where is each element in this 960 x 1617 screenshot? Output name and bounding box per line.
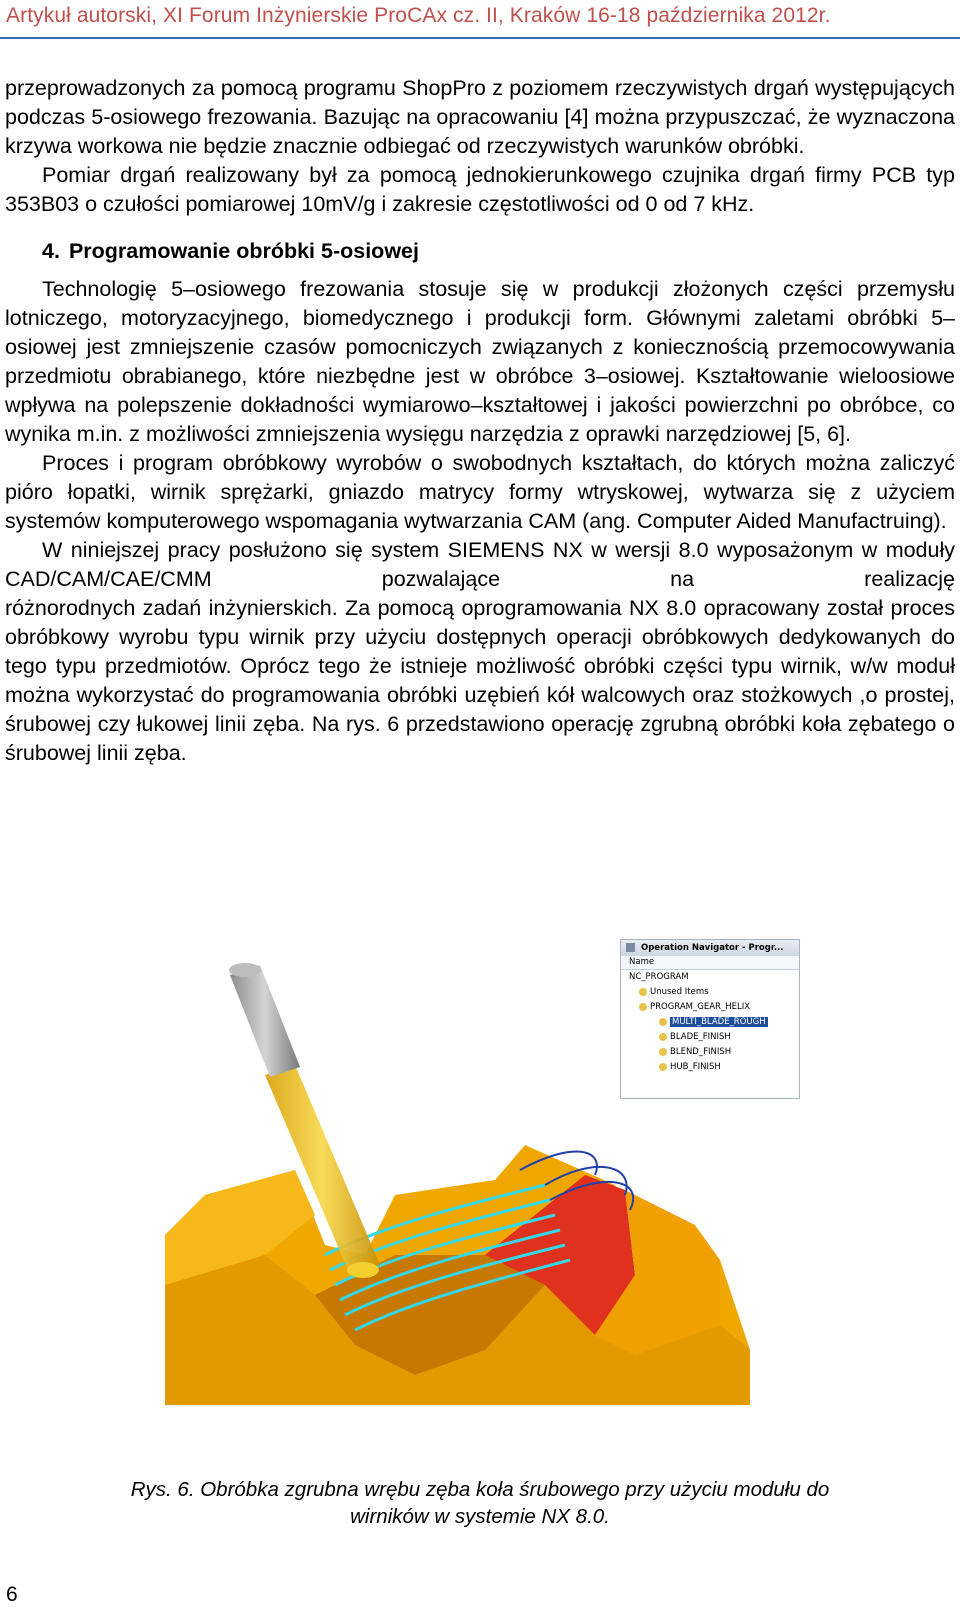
navigator-item-program[interactable]: PROGRAM_GEAR_HELIX <box>621 1000 799 1015</box>
paragraph-siemens-nx-intro: W niniejszej pracy posłużono się system SIEMENS NX w wersji 8.0 wyposażonym w moduły CAD/CAM/CAE/CMM pozwalające na realizację <box>5 538 955 591</box>
paragraph-cam-process: Proces i program obróbkowy wyrobów o swobodnych kształtach, do których można zaliczyć pióro łopatki, wirnik sprężarki, gniazdo matrycy formy wtryskowej, wytwarza się z użyciem systemów komputerowego wspomagania wytwarzania CAM (ang. Computer Aided Manufactruing). <box>5 451 955 533</box>
paragraph-siemens-nx-body: różnorodnych zadań inżynierskich. Za pomocą oprogramowania NX 8.0 opracowany został proces obróbkowy wyrobu typu wirnik przy użyciu dostępnych operacji obróbkowych dedykowanych do tego typu przedmiotów. Oprócz tego że istnieje możliwość obróbki części typu wirnik, w/w moduł można wykorzystać do programowania obróbki uzębień kół walcowych oraz stożkowych ,o prostej, śrubowej czy łukowej linii zęba. Na rys. 6 przedstawiono operację zgrubną obróbki koła zębatego o śrubowej linii zęba. <box>5 596 955 765</box>
navigator-item-blade-finish[interactable]: BLADE_FINISH <box>621 1030 799 1045</box>
navigator-title-bar <box>621 940 799 956</box>
figure-caption <box>60 1476 900 1530</box>
figure-gear-machining <box>165 943 805 1455</box>
page-number: 6 <box>6 1583 18 1606</box>
section-number: 4. <box>42 239 60 263</box>
operation-icon <box>659 1048 667 1056</box>
header-divider <box>0 37 960 39</box>
navigator-item-blend-finish[interactable]: BLEND_FINISH <box>621 1045 799 1060</box>
operation-navigator-window <box>620 939 800 1099</box>
running-header: Artykuł autorski, XI Forum Inżynierskie ProCAx cz. II, Kraków 16-18 października 2012r. <box>6 4 831 27</box>
navigator-item-hub-finish[interactable]: HUB_FINISH <box>621 1060 799 1075</box>
caption-line-1: Rys. 6. Obróbka zgrubna wrębu zęba koła śrubowego przy użyciu modułu do <box>130 1478 830 1501</box>
section-heading <box>5 237 955 266</box>
operation-icon <box>659 1018 667 1026</box>
key-icon <box>639 1003 647 1011</box>
navigator-item-nc-program[interactable]: NC_PROGRAM <box>629 972 689 982</box>
tool-holder-top <box>229 963 261 977</box>
navigator-item-multi-blade-rough[interactable]: MULTI_BLADE_ROUGH <box>621 1015 799 1030</box>
tool-tip <box>347 1262 379 1278</box>
article-body <box>5 74 955 768</box>
paragraph-five-axis-technology: Technologię 5–osiowego frezowania stosuje się w produkcji złożonych części przemysłu lotniczego, motoryzacyjnego, biomedycznego i produkcji form. Głównymi zaletami obróbki 5–osiowej jest zmniejszenie czasów pomocniczych związanych z koniecznością przemocowywania przedmiotu obrabianego, które niezbędne jest w obróbce 3–osiowej. Kształtowanie wieloosiowe wpływa na polepszenie dokładności wymiarowo–kształtowej i jakości powierzchni po obróbce, co wynika m.in. z możliwości zmniejszenia wysięgu narzędzia z oprawki narzędziowej [5, 6]. <box>5 277 955 446</box>
operation-icon <box>659 1033 667 1041</box>
tool-holder <box>230 965 300 1077</box>
section-title: Programowanie obróbki 5-osiowej <box>68 239 419 263</box>
folder-icon <box>639 988 647 996</box>
caption-line-2: wirników w systemie NX 8.0. <box>350 1505 610 1528</box>
operation-icon <box>659 1063 667 1071</box>
paragraph-vibration-measurement: Pomiar drgań realizowany był za pomocą jednokierunkowego czujnika drgań firmy PCB typ 353B03 o czułości pomiarowej 10mV/g i zakresie częstotliwości od 0 od 7 kHz. <box>5 163 955 216</box>
paragraph-vibration-comparison: przeprowadzonych za pomocą programu ShopPro z poziomem rzeczywistych drgań występujących podczas 5-osiowego frezowania. Bazując na opracowaniu [4] można przypuszczać, że wyznaczona krzywa workowa nie będzie znacznie odbiegać od rzeczywistych warunków obróbki. <box>5 76 955 158</box>
navigator-title: Operation Navigator - Progr... <box>641 943 784 953</box>
navigator-icon <box>626 943 635 952</box>
navigator-item-unused[interactable]: Unused Items <box>621 985 799 1000</box>
navigator-column-header: Name <box>621 956 799 970</box>
